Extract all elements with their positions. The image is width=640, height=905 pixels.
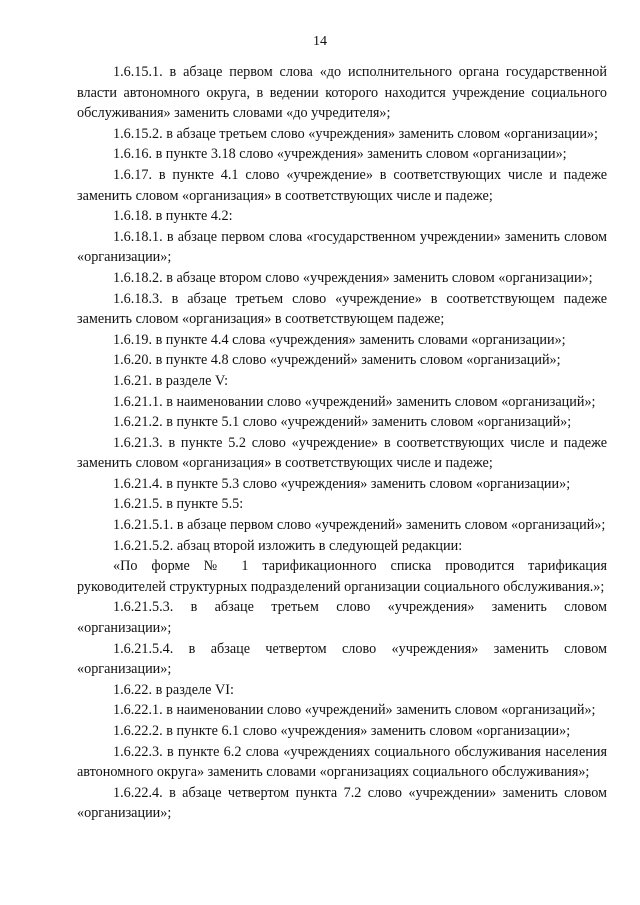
- paragraph: 1.6.15.1. в абзаце первом слова «до исполнительного органа государственной власти автономного округа, в ведении которого находится учреждение социального обслуживания» заменить словами «до учредителя»;: [77, 64, 607, 122]
- paragraph: 1.6.19. в пункте 4.4 слова «учреждения» заменить словами «организации»;: [113, 331, 566, 348]
- document-body: [77, 62, 607, 824]
- paragraph: 1.6.22. в разделе VI:: [113, 681, 234, 698]
- paragraph: 1.6.18.3. в абзаце третьем слово «учреждение» в соответствующем падеже заменить словом «организация» в соответствующем падеже;: [77, 290, 607, 328]
- paragraph: 1.6.21.4. в пункте 5.3 слово «учреждения» заменить словом «организации»;: [113, 475, 571, 492]
- paragraph: 1.6.21.2. в пункте 5.1 слово «учреждений» заменить словом «организаций»;: [113, 414, 572, 431]
- paragraph: 1.6.18. в пункте 4.2:: [113, 208, 233, 225]
- paragraph: 1.6.22.4. в абзаце четвертом пункта 7.2 слово «учреждении» заменить словом «организации»;: [77, 784, 607, 822]
- paragraph: 1.6.21.5.3. в абзаце третьем слово «учреждения» заменить словом «организации»;: [77, 599, 607, 637]
- paragraph: 1.6.21.5. в пункте 5.5:: [113, 496, 244, 513]
- paragraph: 1.6.21. в разделе V:: [113, 372, 229, 389]
- paragraph: 1.6.21.1. в наименовании слово «учреждений» заменить словом «организаций»;: [113, 393, 596, 410]
- quoted-paragraph: «По форме № 1 тарификационного списка проводится тарификация руководителей структурных подразделений организации социального обслуживания.»;: [77, 558, 607, 595]
- paragraph: 1.6.21.3. в пункте 5.2 слово «учреждение» в соответствующих числе и падеже заменить словом «организация» в соответствующих числе и падеже;: [77, 434, 607, 472]
- paragraph: 1.6.18.1. в абзаце первом слова «государственном учреждении» заменить словом «организации»;: [77, 228, 607, 266]
- page-number: 14: [313, 34, 327, 49]
- paragraph: 1.6.18.2. в абзаце втором слово «учреждения» заменить словом «организации»;: [113, 269, 593, 286]
- paragraph: 1.6.20. в пункте 4.8 слово «учреждений» заменить словом «организаций»;: [113, 352, 561, 369]
- paragraph: 1.6.21.5.2. абзац второй изложить в следующей редакции:: [113, 537, 463, 554]
- paragraph: 1.6.22.2. в пункте 6.1 слово «учреждения» заменить словом «организации»;: [113, 723, 571, 739]
- paragraph: 1.6.22.1. в наименовании слово «учреждений» заменить словом «организаций»;: [113, 702, 596, 719]
- paragraph: 1.6.17. в пункте 4.1 слово «учреждение» в соответствующих числе и падеже заменить словом «организация» в соответствующих числе и падеже;: [77, 166, 607, 204]
- paragraph: 1.6.22.3. в пункте 6.2 слова «учреждениях социального обслуживания населения автономного округа» заменить словами «организациях социального обслуживания»;: [77, 743, 607, 781]
- paragraph: 1.6.15.2. в абзаце третьем слово «учреждения» заменить словом «организации»;: [113, 125, 598, 142]
- paragraph: 1.6.16. в пункте 3.18 слово «учреждения» заменить словом «организации»;: [113, 146, 567, 163]
- paragraph: 1.6.21.5.1. в абзаце первом слово «учреждений» заменить словом «организаций»;: [113, 517, 606, 534]
- paragraph: 1.6.21.5.4. в абзаце четвертом слово «учреждения» заменить словом «организации»;: [77, 640, 607, 678]
